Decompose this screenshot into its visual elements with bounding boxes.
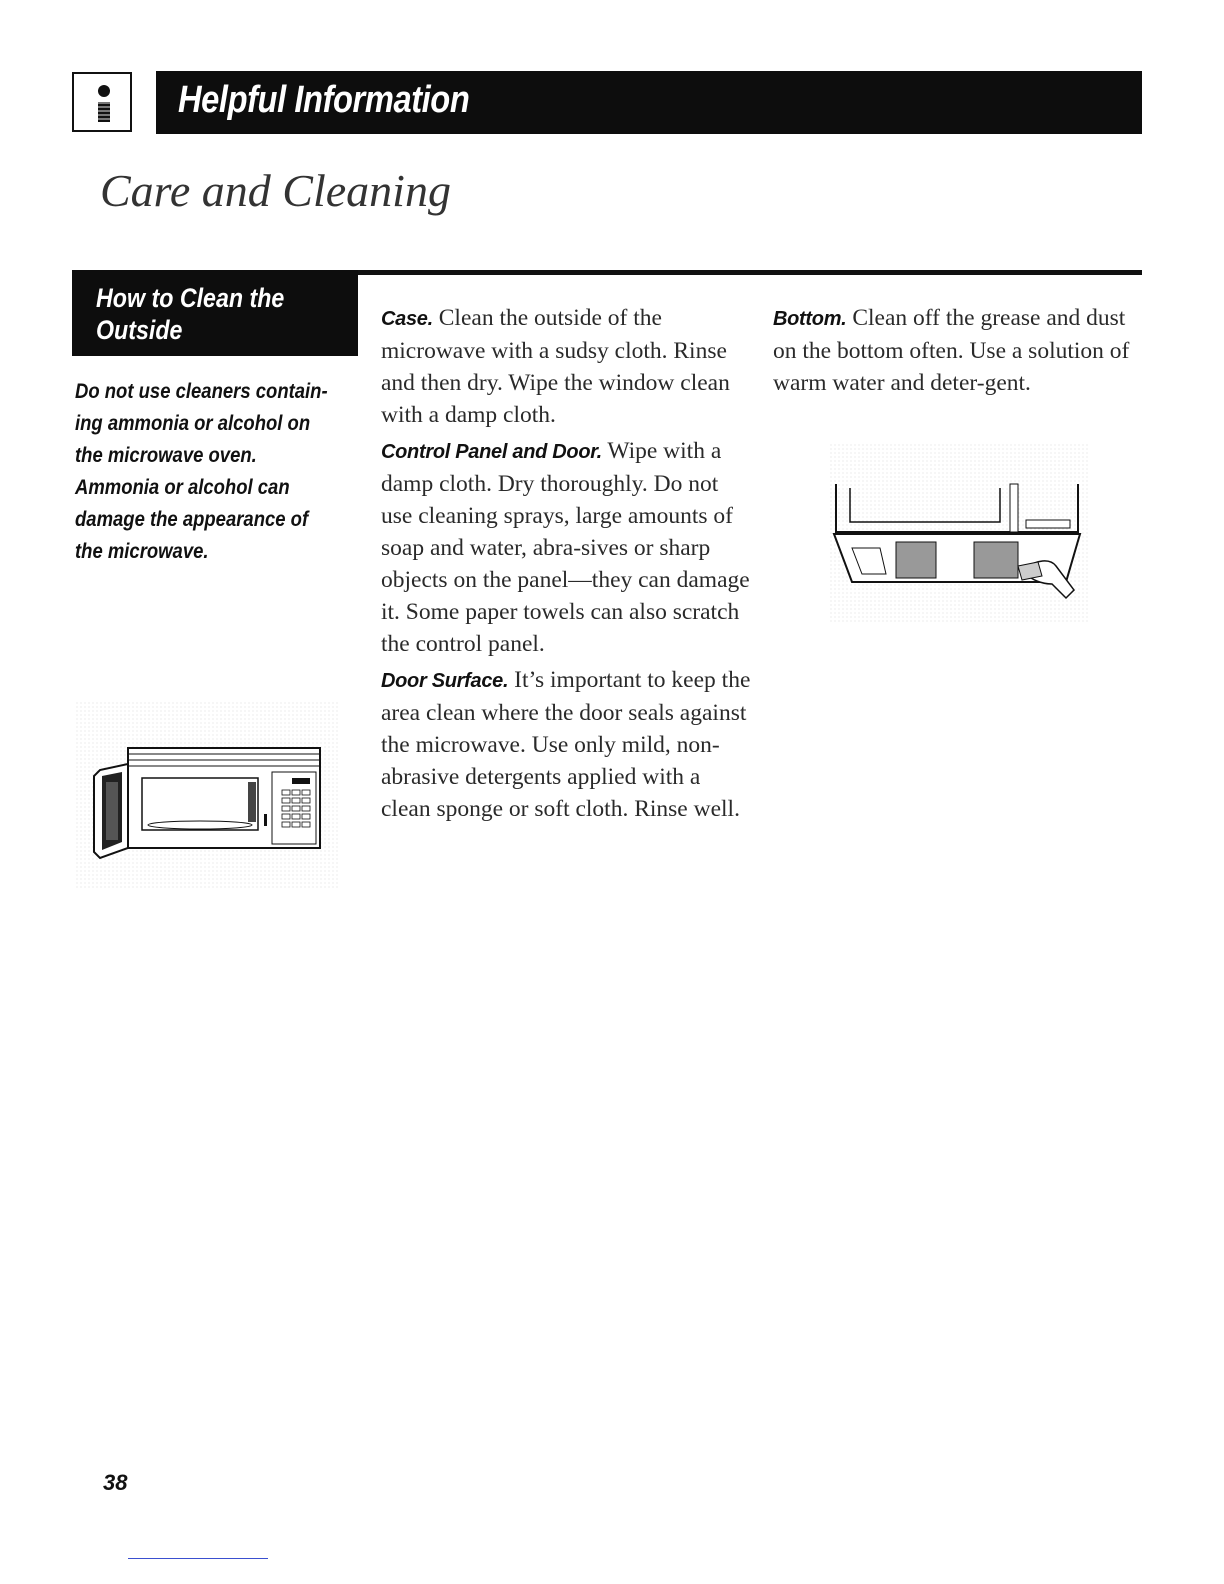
right-column bbox=[773, 302, 1133, 403]
page-title: Care and Cleaning bbox=[100, 165, 451, 216]
info-icon bbox=[72, 72, 132, 132]
section-title: How to Clean the Outside bbox=[96, 283, 285, 345]
case-paragraph: Case. Clean the outside of the microwave with a sudsy cloth. Rinse and then dry. Wipe the window clean with a damp cloth. bbox=[381, 305, 730, 428]
middle-column bbox=[381, 302, 753, 829]
header-bar bbox=[156, 71, 1142, 134]
control-panel-paragraph: Control Panel and Door. Wipe with a damp cloth. Dry thoroughly. Do not use cleaning sprays, large amounts of soap and water, abra-sives or sharp objects on the panel—they can damage it. Some paper towels can also scratch the control panel. bbox=[381, 438, 750, 657]
footer-line bbox=[128, 1558, 268, 1559]
bottom-paragraph: Bottom. Clean off the grease and dust on the bottom often. Use a solution of warm water and deter-gent. bbox=[773, 305, 1130, 396]
header-title: Helpful Information bbox=[178, 79, 470, 121]
warning-text: Do not use cleaners contain-ing ammonia or alcohol on the microwave oven. Ammonia or alcohol can damage the appearance of the microwave. bbox=[75, 380, 328, 563]
door-surface-paragraph: Door Surface. It’s important to keep the area clean where the door seals against the microwave. Use only mild, non-abrasive detergents applied with a clean sponge or soft cloth. Rinse well. bbox=[381, 667, 751, 822]
section-heading-box bbox=[72, 270, 358, 356]
microwave-bottom-cleaning-icon bbox=[830, 444, 1088, 624]
microwave-open-door-icon bbox=[76, 702, 338, 888]
page-number: 38 bbox=[103, 1470, 128, 1495]
